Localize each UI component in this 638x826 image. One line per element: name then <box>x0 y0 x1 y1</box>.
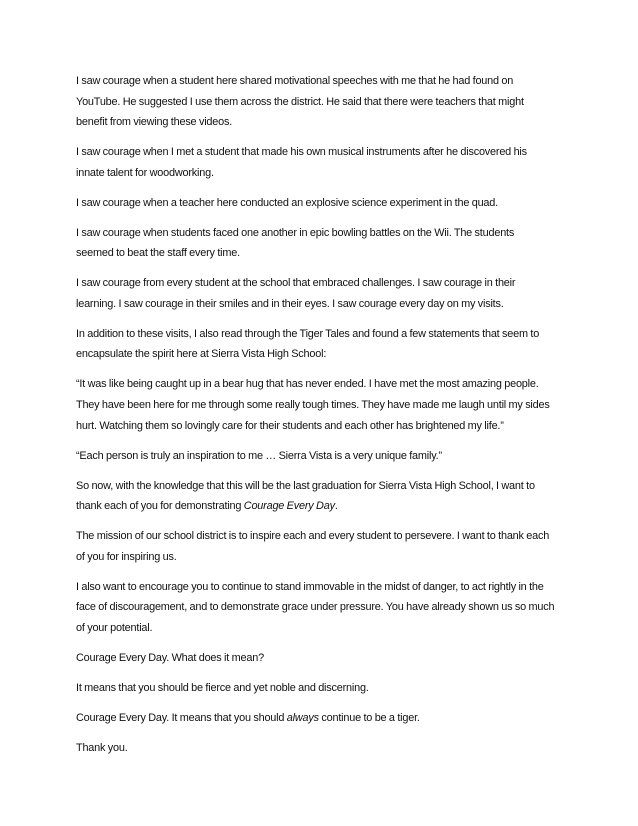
text-line: They have been here for me through some really tough times. They have made me laugh until my sides <box>76 399 550 412</box>
paragraph-district-mission <box>76 526 576 567</box>
text-segment: . <box>334 500 338 513</box>
text-line: encapsulate the spirit here at Sierra Vista High School: <box>76 348 327 361</box>
text-line <box>76 708 576 729</box>
paragraph-always-a-tiger <box>76 708 576 729</box>
paragraph-inspiration-quote <box>76 446 576 467</box>
text-line: of your potential. <box>76 621 153 634</box>
text-line: Thank you. <box>76 741 128 754</box>
text-line: Courage Every Day. What does it mean? <box>76 651 264 664</box>
text-line: The mission of our school district is to inspire each and every student to persevere. I want to thank each <box>76 530 550 543</box>
paragraph-encouragement <box>76 577 576 639</box>
text-line: So now, with the knowledge that this will be the last graduation for Sierra Vista High School, I want to <box>76 479 535 492</box>
text-segment: Courage Every Day. It means that you should <box>76 711 287 724</box>
paragraph-fierce-noble <box>76 678 576 699</box>
text-line: I saw courage when students faced one another in epic bowling battles on the Wii. The students <box>76 226 515 239</box>
emphasis-always: always <box>286 711 319 724</box>
text-line: I saw courage when I met a student that made his own musical instruments after he discovered his <box>76 146 527 159</box>
text-line: learning. I saw courage in their smiles and in their eyes. I saw courage every day on my visits. <box>76 297 504 310</box>
text-line: It means that you should be fierce and yet noble and discerning. <box>76 681 369 694</box>
text-line: seemed to beat the staff every time. <box>76 247 240 260</box>
paragraph-thank-you <box>76 738 576 759</box>
text-line: YouTube. He suggested I use them across the district. He said that there were teachers that might <box>76 95 524 108</box>
emphasis-courage-every-day: Courage Every Day <box>243 500 335 513</box>
text-line: hurt. Watching them so lovingly care for their students and each other has brightened my life.” <box>76 419 504 432</box>
paragraph-science-experiment <box>76 193 576 214</box>
text-segment: continue to be a tiger. <box>318 711 420 724</box>
text-line: I also want to encourage you to continue to stand immovable in the midst of danger, to act rightly in the <box>76 580 544 593</box>
paragraph-motivational-speeches <box>76 71 576 133</box>
text-segment: thank each of you for demonstrating <box>76 500 244 513</box>
paragraph-bear-hug-quote <box>76 374 576 436</box>
text-line: face of discouragement, and to demonstrate grace under pressure. You have already shown us so much <box>76 601 555 614</box>
text-line: of you for inspiring us. <box>76 550 177 563</box>
document-body <box>76 71 576 768</box>
paragraph-embraced-challenges <box>76 273 576 314</box>
text-line: I saw courage when a student here shared motivational speeches with me that he had found on <box>76 75 514 87</box>
paragraph-musical-instruments <box>76 142 576 183</box>
paragraph-bowling-battles <box>76 223 576 264</box>
text-line: “Each person is truly an inspiration to me … Sierra Vista is a very unique family.” <box>76 449 442 462</box>
text-line: I saw courage when a teacher here conducted an explosive science experiment in the quad. <box>76 196 498 209</box>
text-line: “It was like being caught up in a bear hug that has never ended. I have met the most amazing people. <box>76 378 539 391</box>
paragraph-tiger-tales <box>76 324 576 365</box>
paragraph-last-graduation <box>76 476 576 517</box>
text-line <box>76 496 576 517</box>
text-line: I saw courage from every student at the school that embraced challenges. I saw courage in their <box>76 277 516 290</box>
paragraph-what-does-it-mean <box>76 648 576 669</box>
text-line: benefit from viewing these videos. <box>76 116 233 129</box>
text-line: In addition to these visits, I also read through the Tiger Tales and found a few statements that seem to <box>76 327 540 340</box>
text-line: innate talent for woodworking. <box>76 166 214 179</box>
